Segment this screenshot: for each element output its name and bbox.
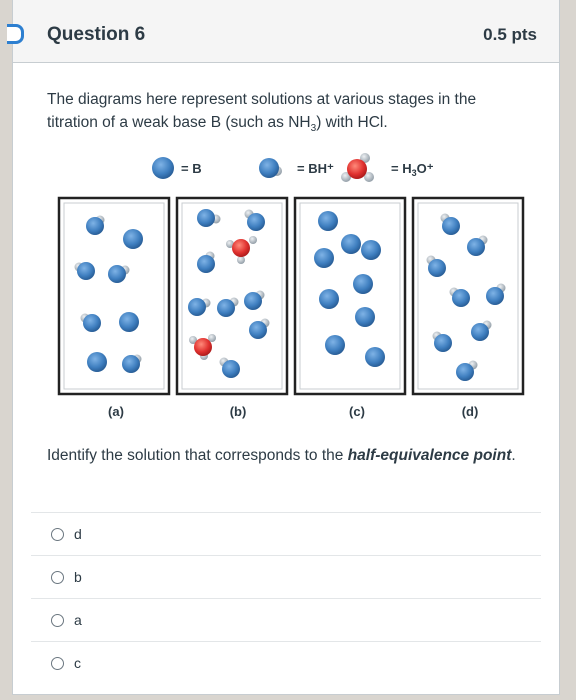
answer-label: a [74,612,82,628]
panel-c-label: (c) [349,404,365,419]
titration-diagram [13,140,559,430]
panel-c [295,198,405,394]
radio-button-icon[interactable] [51,528,64,541]
panel-a [59,198,169,394]
current-question-arrow-icon [7,24,24,44]
radio-button-icon[interactable] [51,571,64,584]
legend-h3o-label: = $H_3O^+$ [391,161,434,178]
legend-b-label: = B [181,161,202,176]
panel-b-label: (b) [229,404,247,419]
answer-option-d[interactable] [31,512,541,555]
question-title: Question 6 [47,24,146,45]
radio-button-icon[interactable] [51,657,64,670]
answer-label: b [74,569,82,585]
answer-label: c [74,655,81,671]
question-text: The diagrams here represent solutions at various stages in the titration of a weak base B (such as $NH_3$) with HCl. [47,91,477,135]
legend-bh-label: = BH⁺ [297,161,334,176]
question-header [13,0,559,63]
legend-b-molecule-icon [152,157,174,179]
answer-list [31,512,541,684]
question-prompt: Identify the solution that corresponds to the half-equivalence point. [47,447,516,464]
panel-a-label: (a) [108,404,124,419]
panel-d-label: (d) [461,404,479,419]
answer-option-a[interactable] [31,598,541,641]
answer-option-c[interactable] [31,641,541,684]
answer-option-b[interactable] [31,555,541,598]
radio-button-icon[interactable] [51,614,64,627]
answer-label: d [74,526,82,542]
legend-h3o-molecule-icon [341,153,374,182]
question-card [12,0,560,695]
question-points: 0.5 pts [483,25,537,44]
legend-bh-molecule-icon [259,158,282,178]
legend [152,153,434,182]
